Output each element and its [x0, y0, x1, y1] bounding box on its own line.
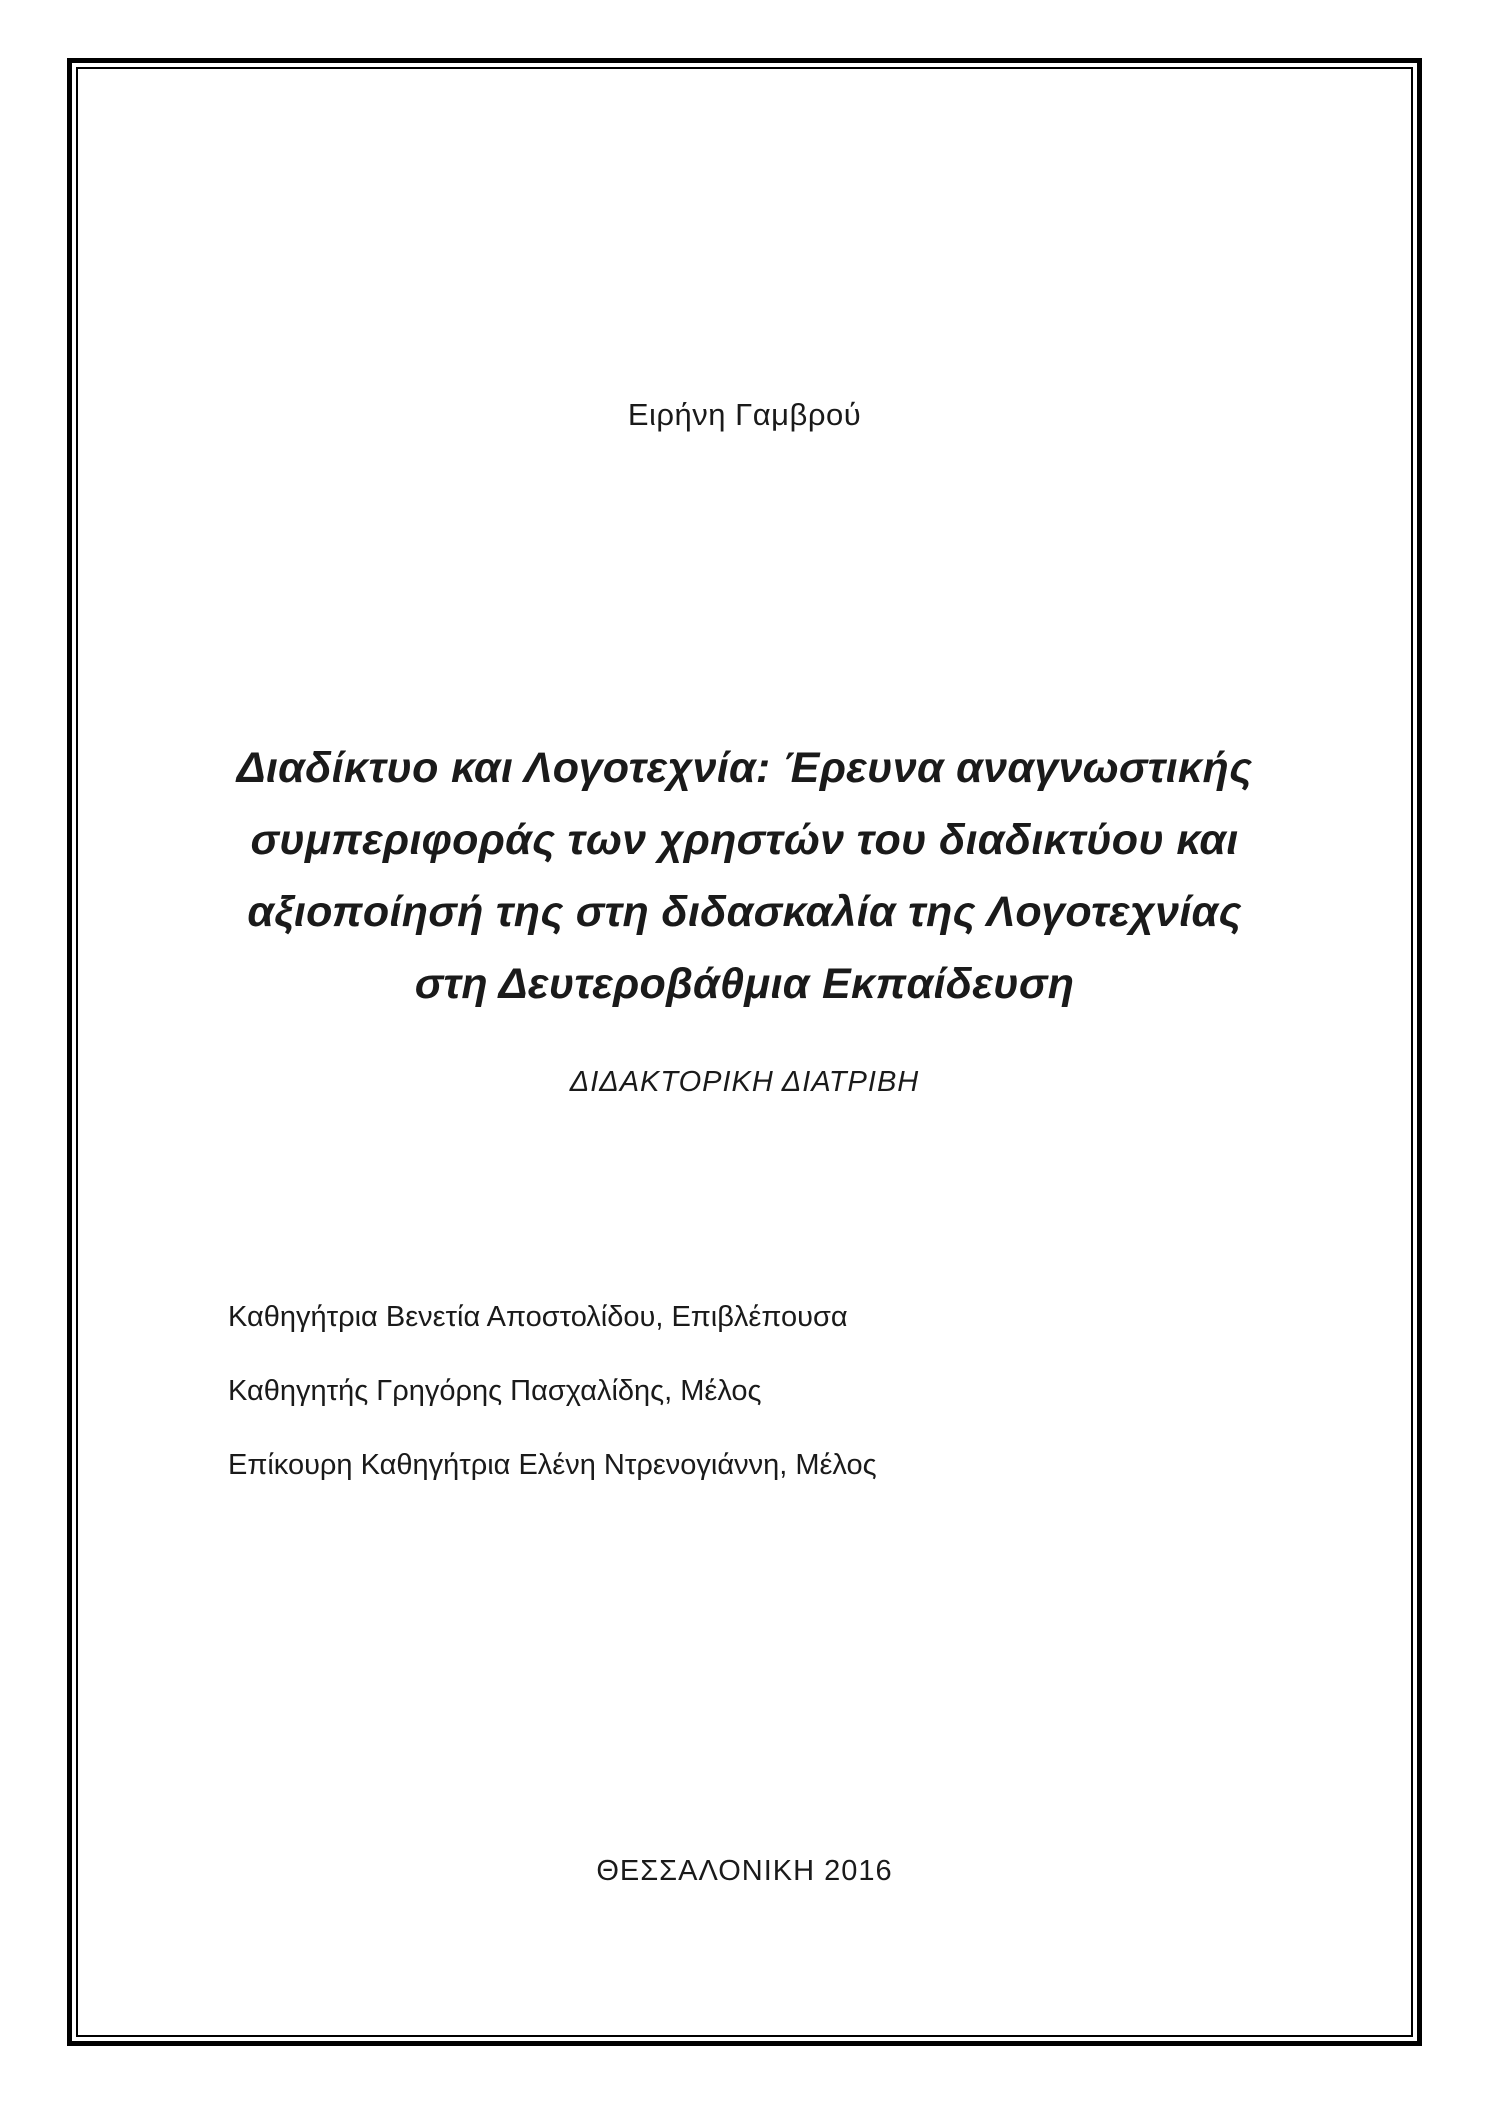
page-border-inner [76, 67, 1413, 2037]
place-and-year: ΘΕΣΣΑΛΟΝΙΚΗ 2016 [596, 1855, 893, 1887]
title-line: Διαδίκτυο και Λογοτεχνία: Έρευνα αναγνωστικής [236, 744, 1253, 792]
committee-member-supervisor: Καθηγήτρια Βενετία Αποστολίδου, Επιβλέπουσα [228, 1301, 848, 1333]
committee-member: Καθηγητής Γρηγόρης Πασχαλίδης, Μέλος [228, 1375, 762, 1407]
title-line: συμπεριφοράς των χρηστών του διαδικτύου και [250, 816, 1239, 864]
committee-list [228, 1280, 1328, 1502]
committee-member: Επίκουρη Καθηγήτρια Ελένη Ντρενογιάννη, Μέλος [228, 1449, 877, 1481]
document-type: ΔΙΔΑΚΤΟΡΙΚΗ ΔΙΑΤΡΙΒΗ [569, 1066, 920, 1098]
thesis-title [150, 732, 1339, 1020]
title-line: αξιοποίησή της στη διδασκαλία της Λογοτεχνίας [247, 888, 1242, 936]
title-line: στη Δευτεροβάθμια Εκπαίδευση [414, 960, 1075, 1008]
author-name: Ειρήνη Γαμβρού [627, 397, 862, 432]
